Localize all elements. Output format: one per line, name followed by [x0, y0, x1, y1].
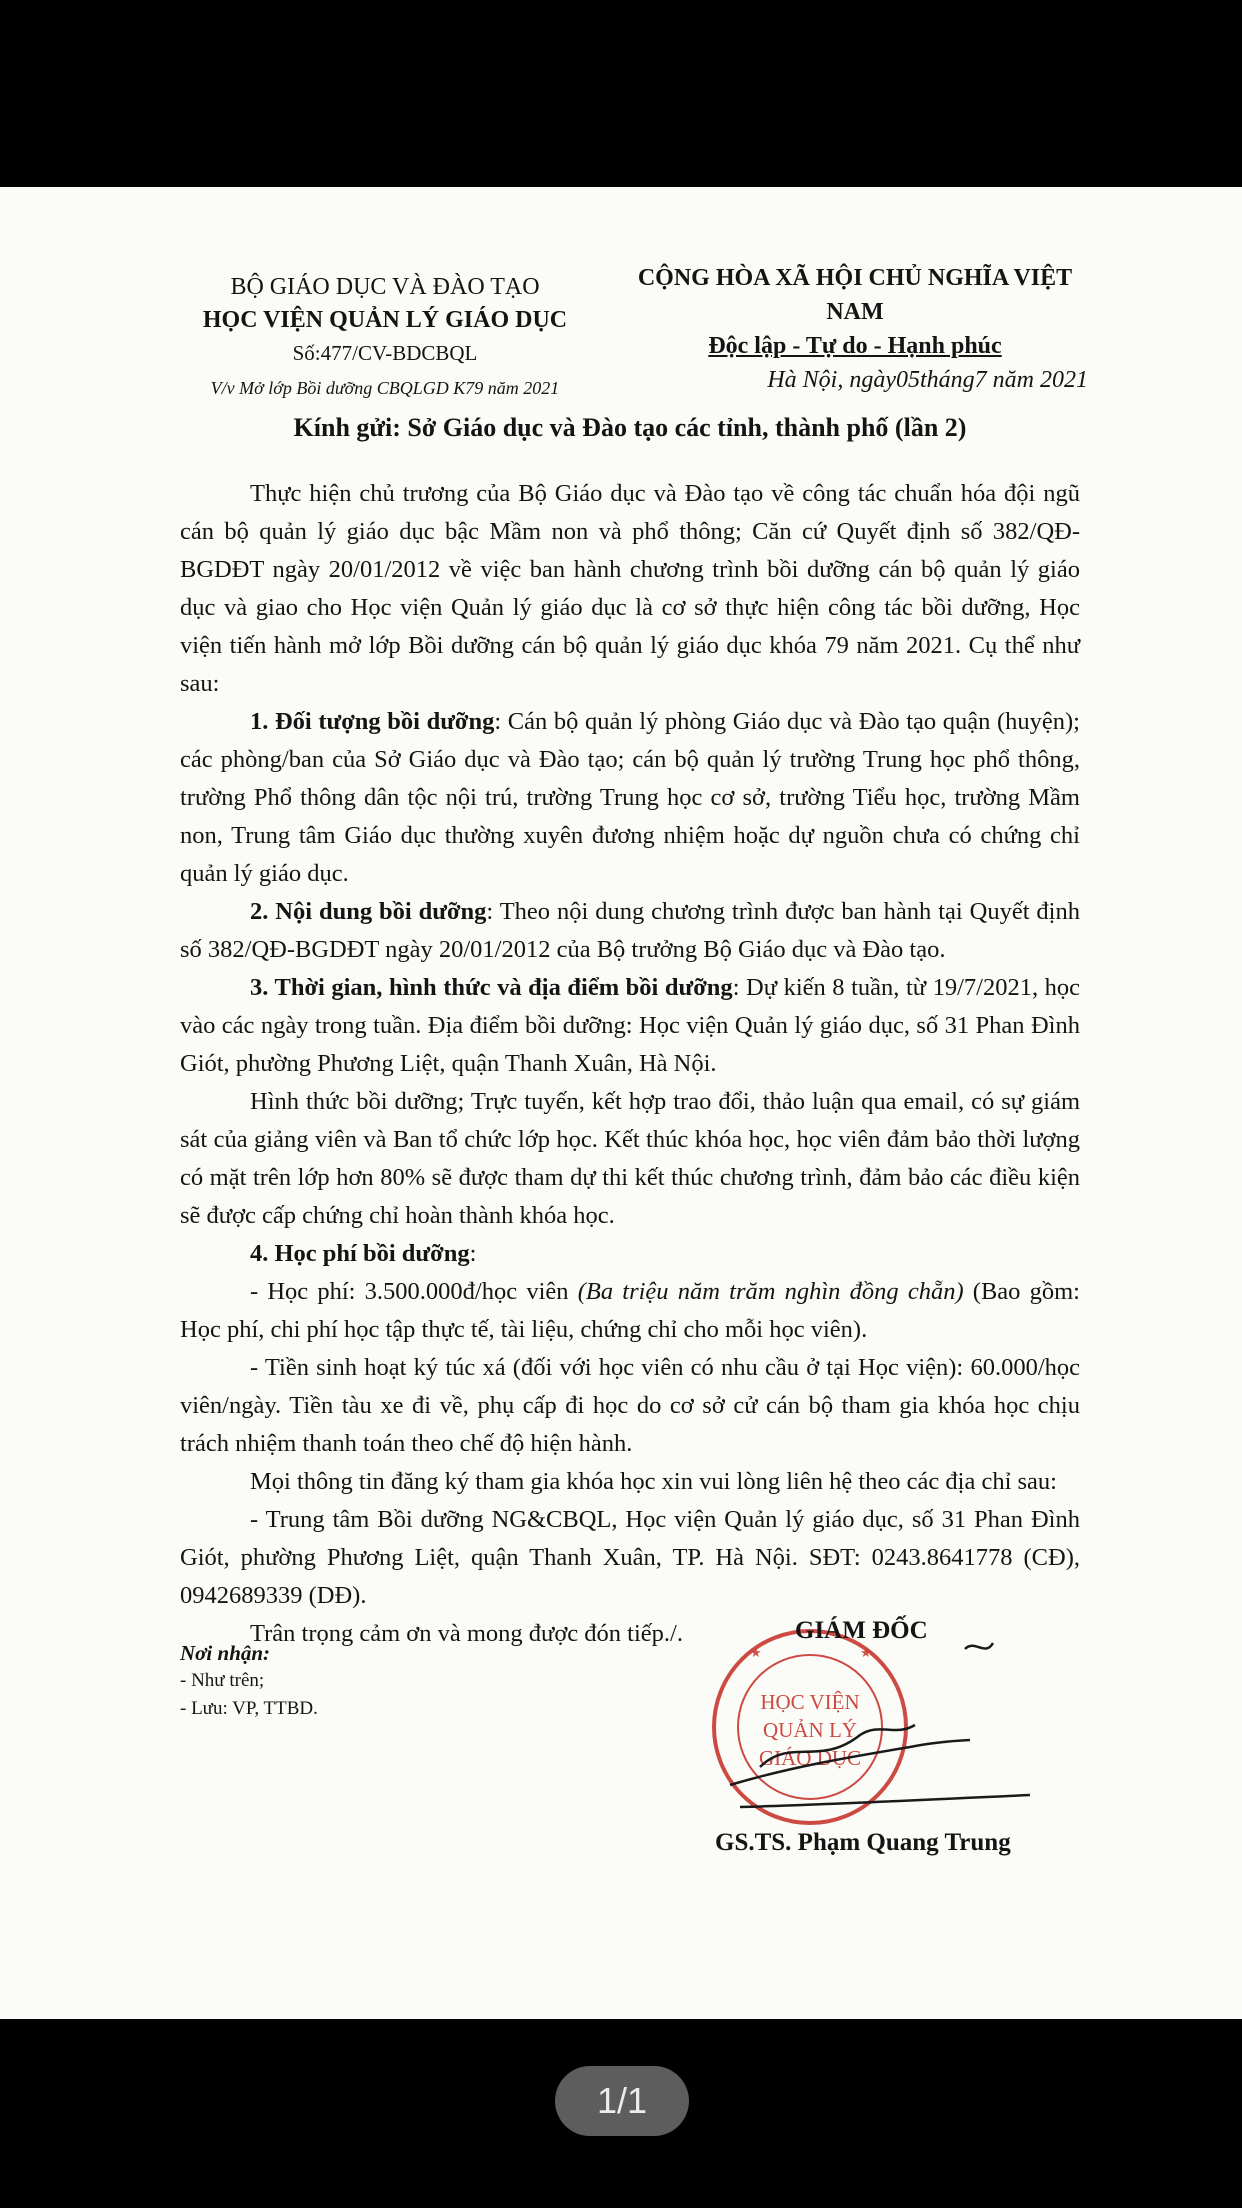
section-1-title: 1. Đối tượng bồi dưỡng [250, 708, 495, 735]
section-2 [180, 893, 1080, 969]
signature-block [700, 1617, 1060, 1857]
red-stamp-seal-icon [700, 1617, 1060, 1857]
header-left [175, 271, 595, 405]
svg-text:★: ★ [750, 1645, 762, 1660]
contact-paragraph: - Trung tâm Bồi dưỡng NG&CBQL, Học viện Quản lý giáo dục, số 31 Phan Đình Giót, phường Phương Liệt, quận Thanh Xuân, TP. Hà Nội. SĐT: 0243.8641778 (CĐ), 0942689339 (DĐ). [180, 1506, 1080, 1609]
page-indicator[interactable]: 1/1 [555, 2066, 689, 2136]
section-2-title: 2. Nội dung bồi dưỡng [250, 898, 487, 925]
document-number: Số:477/CV-BDCBQL [292, 341, 478, 365]
section-3-title: 3. Thời gian, hình thức và địa điểm bồi dưỡng [250, 974, 733, 1001]
signer-name: GS.TS. Phạm Quang Trung [715, 1829, 1011, 1856]
fee-prefix: - Học phí: 3.500.000đ/học viên [250, 1278, 578, 1305]
intro-paragraph: Thực hiện chủ trương của Bộ Giáo dục và Đào tạo về công tác chuẩn hóa đội ngũ cán bộ quản lý giáo dục bậc Mầm non và phổ thông; Căn cứ Quyết định số 382/QĐ-BGDĐT ngày 20/01/2012 về việc ban hành chương trình bồi dưỡng cán bộ quản lý giáo dục và giao cho Học viện Quản lý giáo dục là cơ sở thực hiện công tác bồi dưỡng, Học viện tiến hành mở lớp Bồi dưỡng cán bộ quản lý giáo dục khóa 79 năm 2021. Cụ thể như sau: [180, 480, 1080, 697]
section-3-form: Hình thức bồi dưỡng; Trực tuyến, kết hợp trao đổi, thảo luận qua email, có sự giám sát của giảng viên và Ban tổ chức lớp học. Kết thúc khóa học, học viên đảm bảo thời lượng có mặt trên lớp hơn 80% sẽ được tham dự thi kết thúc chương trình, đảm bảo các điều kiện sẽ được cấp chứng chỉ hoàn thành khóa học. [180, 1088, 1080, 1229]
nation-title: CỘNG HÒA XÃ HỘI CHỦ NGHĨA VIỆT NAM [637, 265, 1073, 325]
recipients-block [180, 1639, 318, 1723]
section-4 [180, 1235, 1080, 1273]
contact-intro: Mọi thông tin đăng ký tham gia khóa học xin vui lòng liên hệ theo các địa chỉ sau: [250, 1468, 1057, 1495]
dorm-paragraph: - Tiền sinh hoạt ký túc xá (đối với học viên có nhu cầu ở tại Học viện): 60.000/học viên/ngày. Tiền tàu xe đi về, phụ cấp đi học do cơ sở cử cán bộ tham gia khóa học chịu trách nhiệm thanh toán theo chế độ hiện hành. [180, 1354, 1080, 1457]
section-1 [180, 703, 1080, 893]
header-right [620, 261, 1090, 397]
document-body [180, 475, 1080, 1653]
signer-title: GIÁM ĐỐC [795, 1617, 928, 1644]
document-subject: V/v Mở lớp Bồi dưỡng CBQLGD K79 năm 2021 [210, 378, 560, 398]
document-page[interactable] [0, 187, 1242, 2019]
fee-paragraph [180, 1273, 1080, 1349]
section-4-colon: : [469, 1240, 477, 1267]
ministry-name: BỘ GIÁO DỤC VÀ ĐÀO TẠO [230, 274, 540, 300]
stamp-line-3: GIÁO DỤC [758, 1746, 862, 1770]
closing-line: Trân trọng cảm ơn và mong được đón tiếp./. [250, 1620, 683, 1647]
recipient-item: - Như trên; [180, 1670, 265, 1691]
fee-words: (Ba triệu năm trăm nghìn đồng chẵn) [577, 1278, 964, 1305]
institute-name: HỌC VIỆN QUẢN LÝ GIÁO DỤC [202, 307, 568, 333]
recipients-label: Nơi nhận: [180, 1641, 271, 1665]
section-2-text: : Theo nội dung chương trình được ban hành tại Quyết định số 382/QĐ-BGDĐT ngày 20/01/2012 của Bộ trưởng Bộ Giáo dục và Đào tạo. [180, 898, 1080, 963]
section-3 [180, 969, 1080, 1083]
stamp-line-1: HỌC VIỆN [760, 1690, 860, 1714]
recipient-item: - Lưu: VP, TTBD. [180, 1698, 318, 1719]
svg-text:★: ★ [860, 1645, 872, 1660]
national-motto: Độc lập - Tự do - Hạnh phúc [708, 333, 1002, 359]
recipient-line: Kính gửi: Sở Giáo dục và Đào tạo các tỉnh, thành phố (lần 2) [293, 413, 967, 442]
section-3-text: : Dự kiến 8 tuần, từ 19/7/2021, học vào các ngày trong tuần. Địa điểm bồi dưỡng: Học viện Quản lý giáo dục, số 31 Phan Đình Giót, phường Phương Liệt, quận Thanh Xuân, Hà Nội. [180, 974, 1081, 1077]
place-date: Hà Nội, ngày05tháng7 năm 2021 [767, 367, 1088, 393]
stamp-line-2: QUẢN LÝ [763, 1718, 857, 1742]
section-4-title: 4. Học phí bồi dưỡng [250, 1240, 470, 1267]
section-1-text: : Cán bộ quản lý phòng Giáo dục và Đào tạo quận (huyện); các phòng/ban của Sở Giáo dục và Đào tạo; cán bộ quản lý trường Trung học phổ thông, trường Phổ thông dân tộc nội trú, trường Trung học cơ sở, trường Tiểu học, trường Mầm non, Trung tâm Giáo dục thường xuyên đương nhiệm hoặc dự nguồn chưa có chứng chỉ quản lý giáo dục. [180, 708, 1080, 887]
fee-suffix: (Bao gồm: Học phí, chi phí học tập thực tế, tài liệu, chứng chỉ cho mỗi học viên). [180, 1278, 1080, 1343]
